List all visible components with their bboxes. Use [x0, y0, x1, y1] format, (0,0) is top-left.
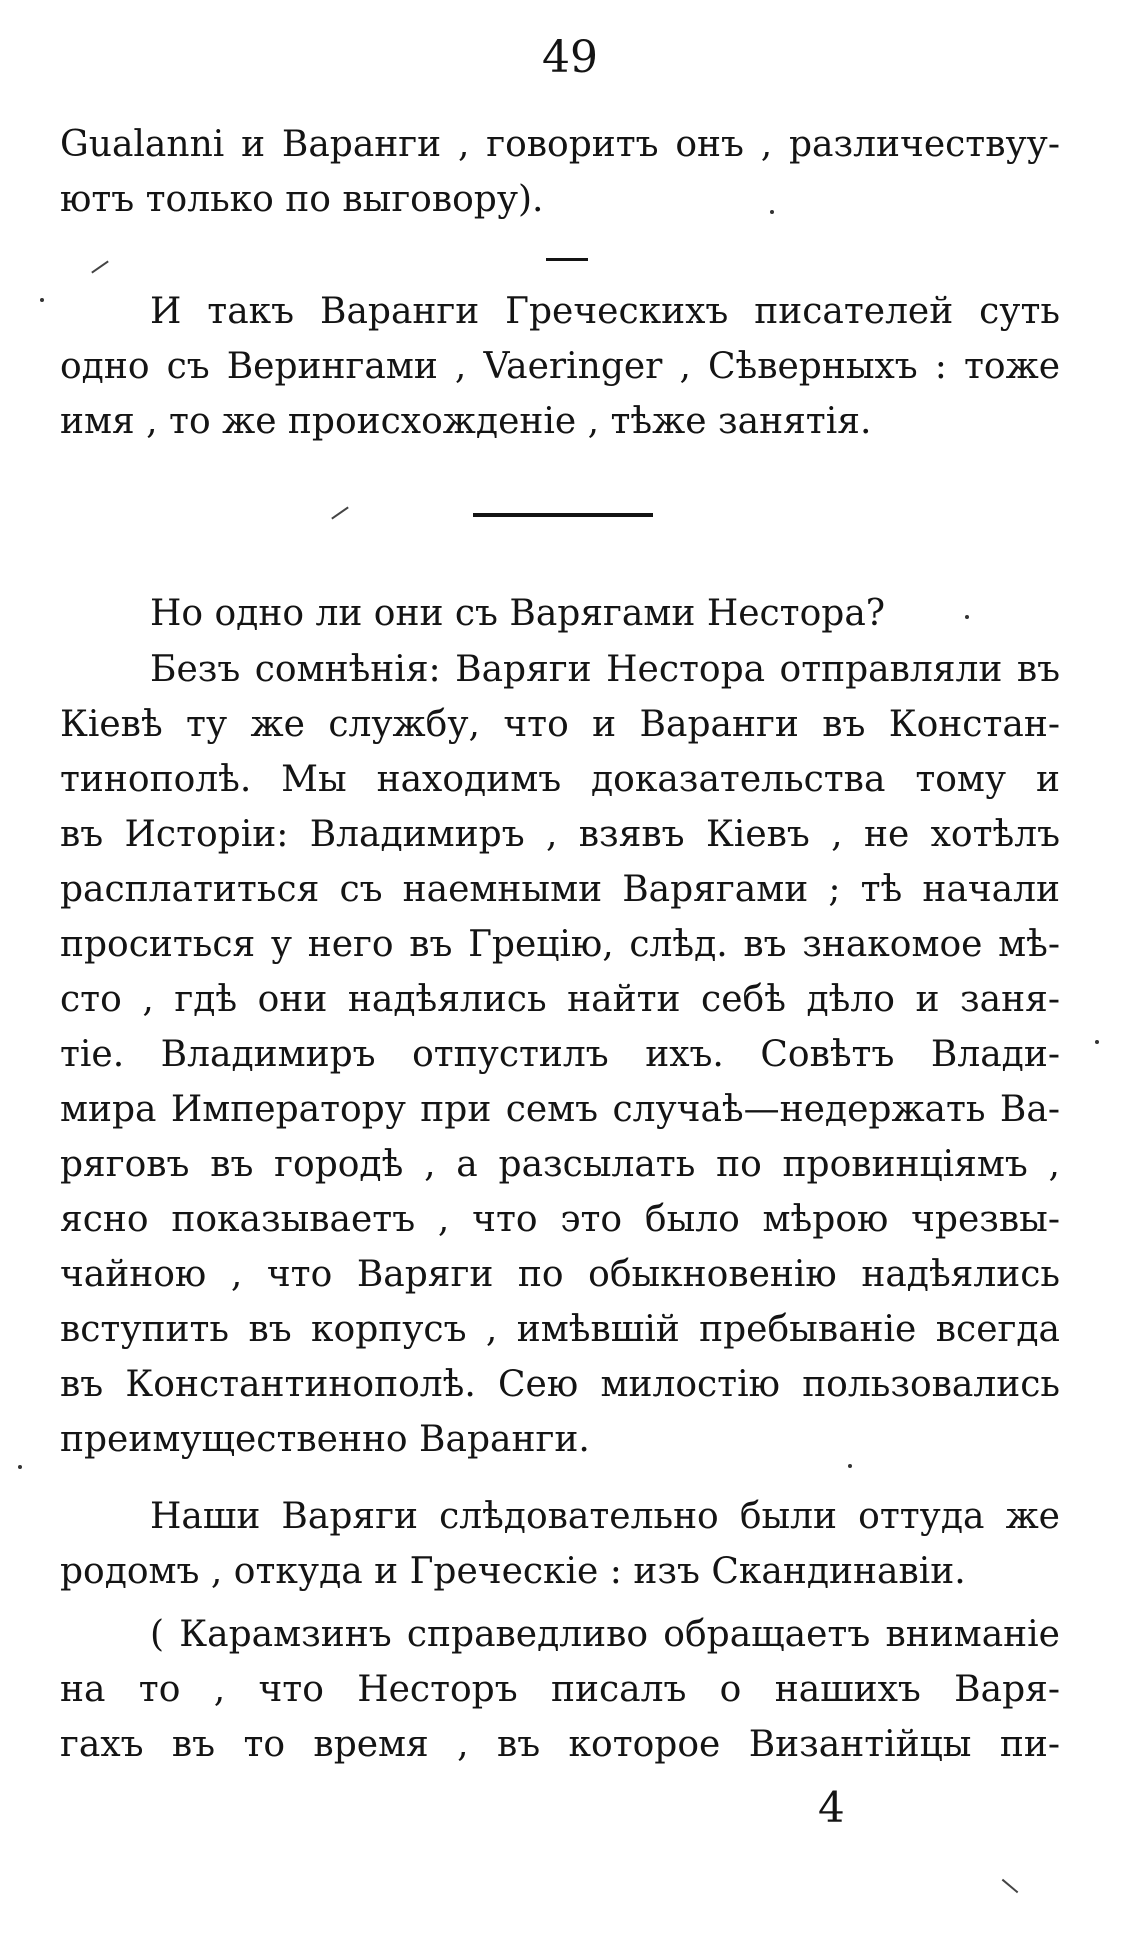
text-line: вступить въ корпусъ , имѣвшій пребываніе всегда	[60, 1309, 1060, 1350]
text-line: Кіевѣ ту же службу, что и Варанги въ Констан-	[60, 704, 1060, 745]
text-line: въ Константинополѣ. Сею милостію пользовались	[60, 1364, 1060, 1405]
text-line: Но одно ли они съ Варягами Нестора?	[150, 593, 886, 634]
text-line: ясно показываетъ , что это было мѣрою чрезвы-	[60, 1199, 1060, 1240]
paragraph-4	[60, 1489, 1060, 1599]
text-line: ютъ только по выговору).	[60, 179, 544, 220]
text-line: мира Императору при семъ случаѣ—недержать Ва-	[60, 1089, 1060, 1130]
text-line: чайною , что Варяги по обыкновенію надѣялись	[60, 1254, 1060, 1295]
text-line: преимущественно Варанги.	[60, 1419, 590, 1460]
text-line: ряговъ въ городѣ , а разсылать по провинціямъ ,	[60, 1144, 1060, 1185]
print-speck	[91, 260, 109, 273]
text-line: сто , гдѣ они надѣялись найти себѣ дѣло и заня-	[60, 979, 1060, 1020]
print-speck	[18, 1465, 22, 1469]
text-line: расплатиться съ наемными Варягами ; тѣ начали	[60, 869, 1060, 910]
text-line: ( Карамзинъ справедливо обращаетъ вниманіе	[150, 1614, 1060, 1655]
print-speck	[331, 506, 349, 519]
text-line: И такъ Варанги Греческихъ писателей суть	[150, 291, 1060, 332]
text-line: Gualanni и Варанги , говоритъ онъ , различествуу-	[60, 124, 1060, 165]
print-speck	[770, 210, 774, 214]
text-line: тіе. Владимиръ отпустилъ ихъ. Совѣтъ Влади-	[60, 1034, 1060, 1075]
print-speck	[848, 1464, 852, 1468]
page-number: 49	[542, 32, 598, 83]
text-line: Безъ сомнѣнія: Варяги Нестора отправляли въ	[150, 649, 1060, 690]
text-line: тинополѣ. Мы находимъ доказательства тому и	[60, 759, 1060, 800]
print-speck	[1002, 1879, 1019, 1893]
text-line: проситься у него въ Грецію, слѣд. въ знакомое мѣ-	[60, 924, 1060, 965]
text-line: Наши Варяги слѣдовательно были оттуда же	[150, 1496, 1060, 1537]
paragraph-1	[60, 284, 1060, 449]
print-speck	[1095, 1040, 1099, 1044]
text-line: имя , то же происхожденіе , тѣже занятія.	[60, 401, 872, 442]
paragraph-continuation	[60, 117, 1060, 227]
text-line: на то , что Несторъ писалъ о нашихъ Варя-	[60, 1669, 1060, 1710]
text-line: въ Исторіи: Владимиръ , взявъ Кіевъ , не хотѣлъ	[60, 814, 1060, 855]
signature-mark: 4	[818, 1783, 845, 1832]
print-speck	[965, 615, 969, 619]
text-line: одно съ Верингами , Vaeringer , Сѣверныхъ : тоже	[60, 346, 1060, 387]
paragraph-3	[60, 642, 1060, 1467]
paragraph-2	[60, 586, 1060, 641]
section-rule	[473, 513, 653, 517]
text-line: гахъ въ то время , въ которое Византійцы пи-	[60, 1724, 1060, 1765]
short-rule	[546, 258, 588, 261]
text-line: родомъ , откуда и Греческіе : изъ Скандинавіи.	[60, 1551, 966, 1592]
paragraph-5	[60, 1607, 1060, 1772]
print-speck	[40, 298, 44, 302]
